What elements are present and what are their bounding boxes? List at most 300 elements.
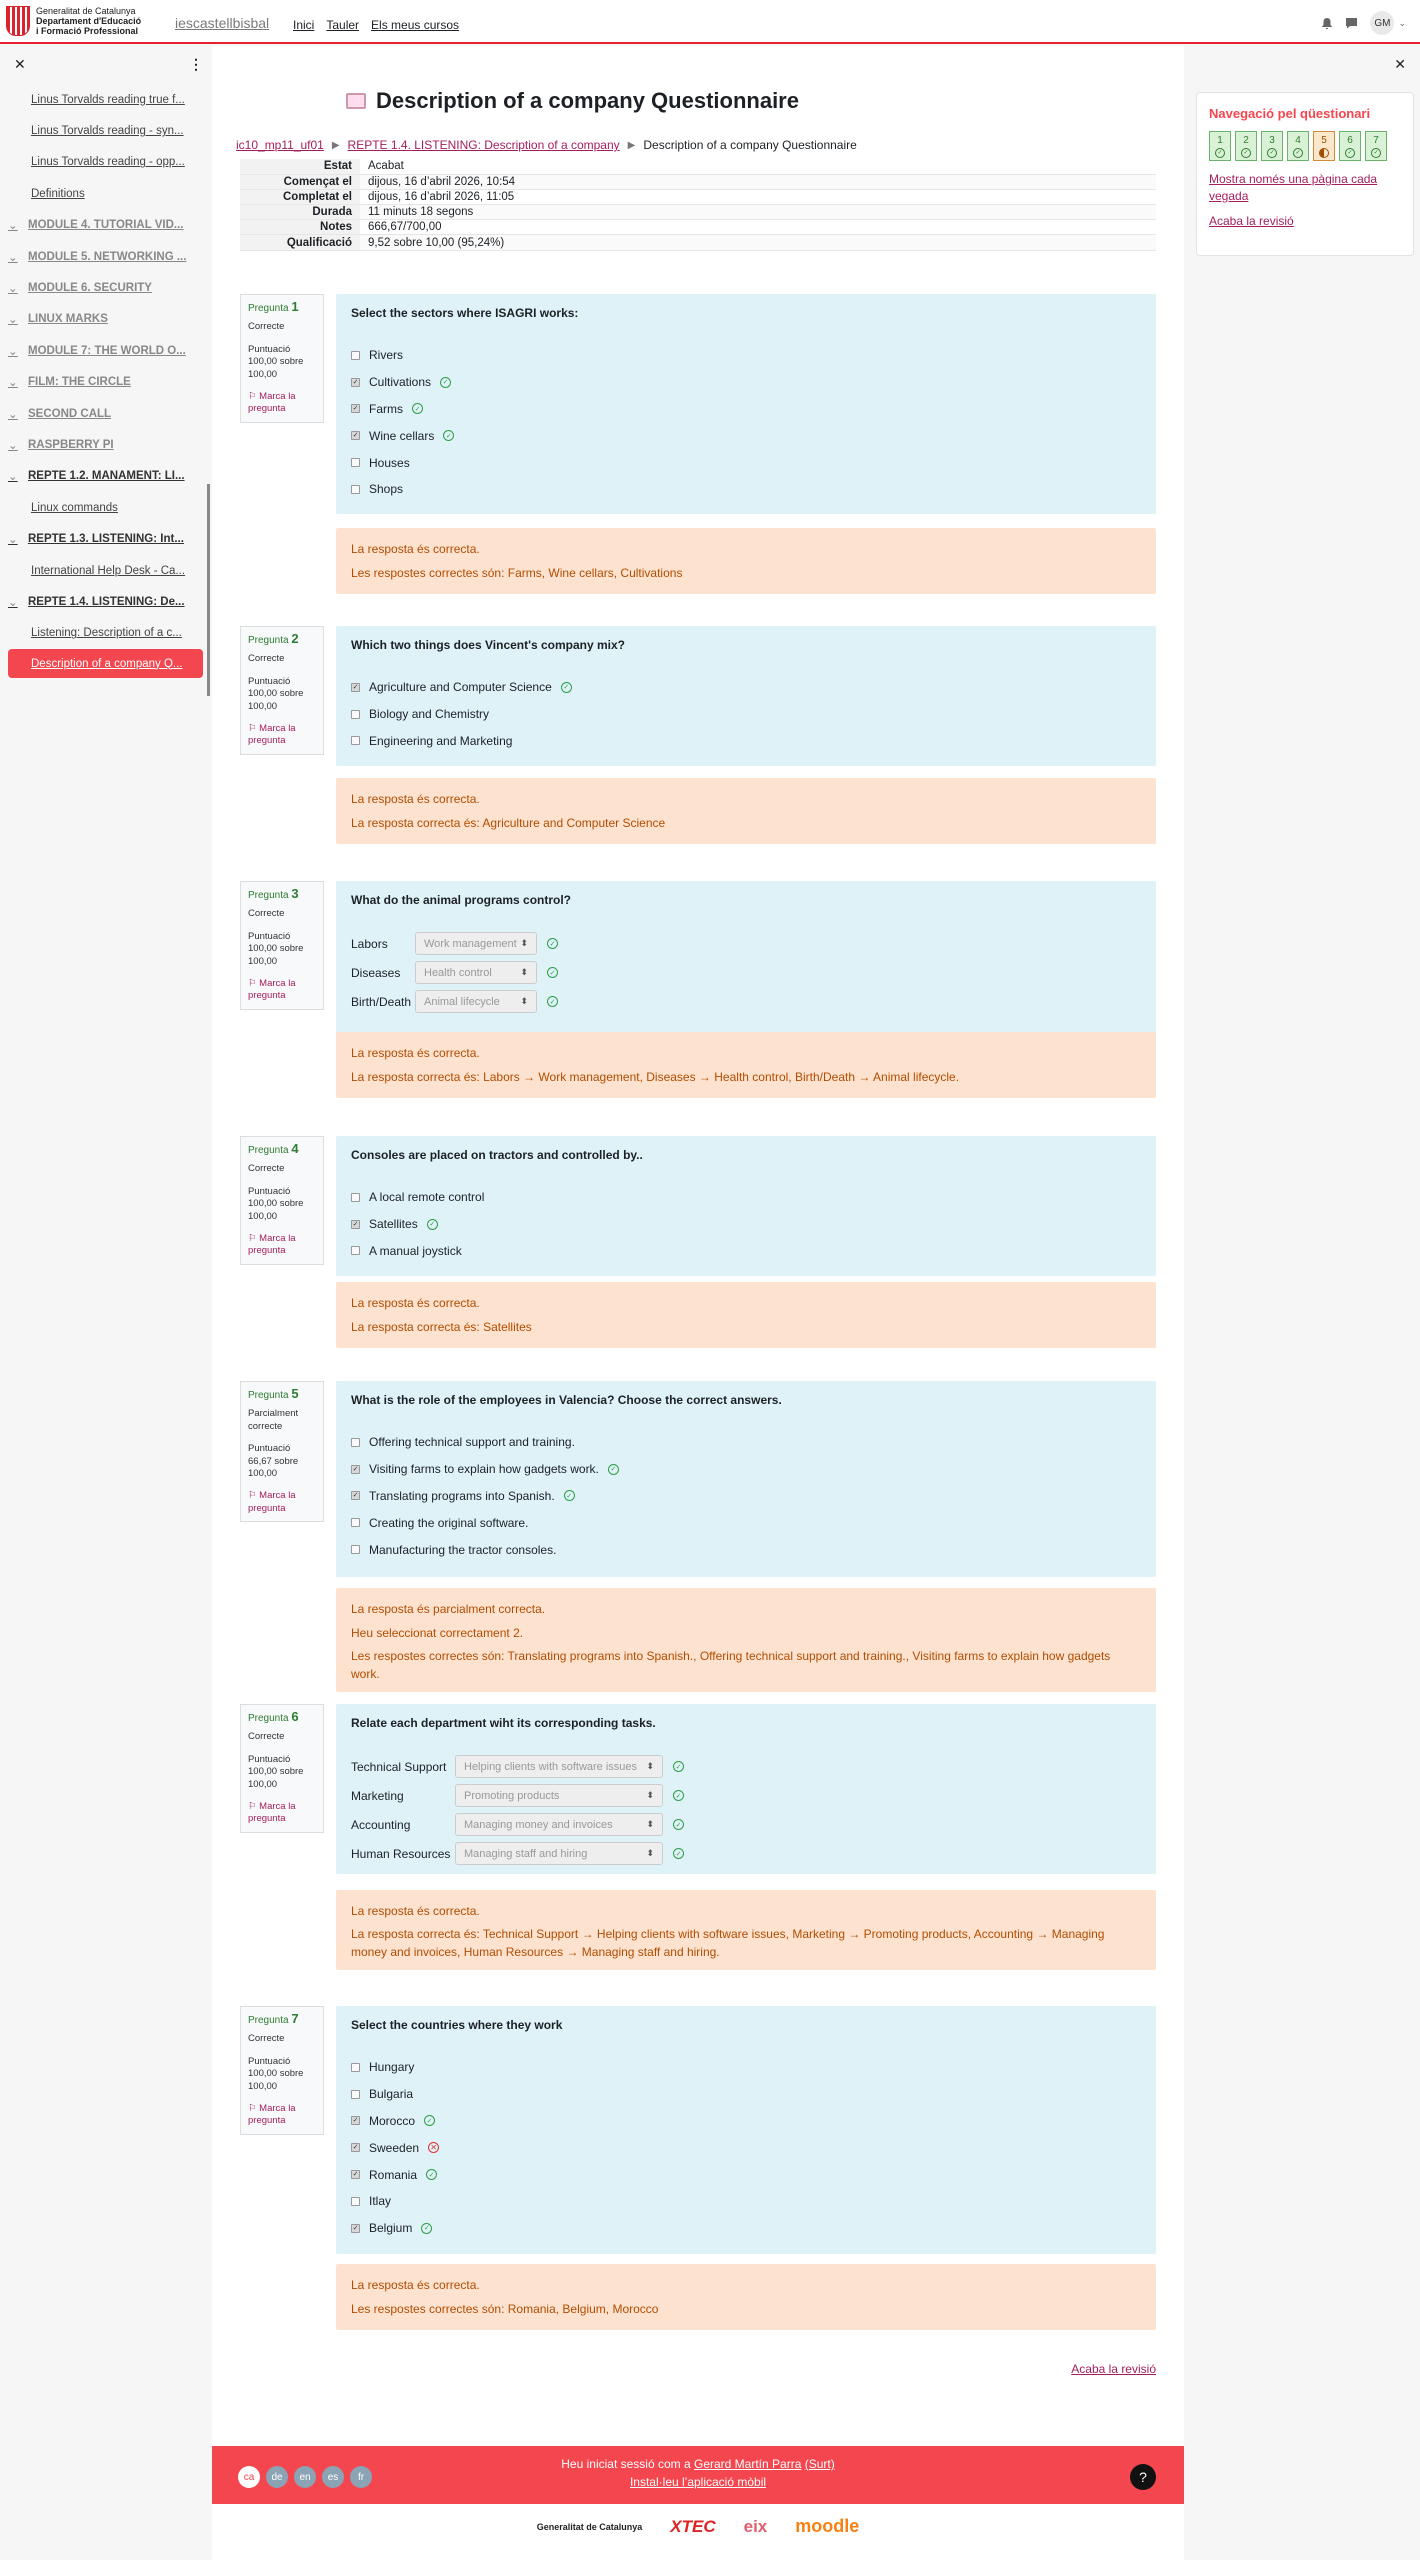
course-index-label: Linux commands xyxy=(31,501,118,514)
breadcrumb xyxy=(236,138,857,152)
answer-option xyxy=(351,2108,1141,2135)
answer-checkbox[interactable]: ✓ xyxy=(352,1220,359,1228)
course-index-item[interactable] xyxy=(0,618,211,649)
question-score: Puntuació 100,00 sobre 100,00 xyxy=(248,1753,304,1790)
site-name-link[interactable]: iescastellbisbal xyxy=(175,15,270,31)
bell-icon[interactable] xyxy=(1321,17,1333,30)
course-index-label: REPTE 1.3. LISTENING: Int... xyxy=(28,533,184,546)
summary-key: Completat el xyxy=(240,189,360,204)
course-index-item[interactable] xyxy=(0,84,211,115)
question-status: Correcte xyxy=(248,1163,285,1175)
language-fr-button[interactable]: fr xyxy=(350,2466,372,2488)
question-status: Correcte xyxy=(248,321,285,333)
question-score: Puntuació 100,00 sobre 100,00 xyxy=(248,1185,304,1222)
answer-checkbox[interactable] xyxy=(351,1246,360,1255)
flag-icon: ⚐ xyxy=(248,2103,260,2115)
feedback-line: La resposta és correcta. xyxy=(351,1046,480,1060)
course-index-label: FILM: THE CIRCLE xyxy=(28,376,131,389)
course-index-item[interactable] xyxy=(0,178,211,209)
question-content xyxy=(336,1381,1156,1577)
answer-label: Houses xyxy=(369,455,410,470)
language-ca-button[interactable]: ca xyxy=(238,2466,260,2488)
correct-check-icon: ✓ xyxy=(608,1464,619,1475)
match-select[interactable] xyxy=(455,1842,663,1865)
answer-option xyxy=(351,1238,1141,1265)
language-de-button[interactable]: de xyxy=(266,2466,288,2488)
answer-checkbox[interactable]: ✓ xyxy=(352,405,359,413)
partial-state-icon xyxy=(1319,148,1329,158)
correct-state-icon: ✓ xyxy=(1345,148,1355,158)
question-nav-number: 3 xyxy=(1269,135,1275,146)
course-index-item[interactable] xyxy=(0,398,211,429)
summary-row xyxy=(240,159,1156,174)
question-text: Select the countries where they work xyxy=(351,2018,563,2032)
summary-row xyxy=(240,189,1156,204)
answer-checkbox[interactable]: ✓ xyxy=(352,2117,359,2125)
answer-checkbox[interactable] xyxy=(351,351,360,360)
course-index-item[interactable] xyxy=(0,210,211,241)
user-profile-link[interactable]: Gerard Martín Parra xyxy=(694,2457,802,2471)
question-nav-number: 1 xyxy=(1217,135,1223,146)
course-index-label: MODULE 5. NETWORKING ... xyxy=(28,250,187,263)
course-index-item[interactable] xyxy=(0,304,211,335)
answer-checkbox[interactable] xyxy=(351,1438,360,1447)
answer-checkbox[interactable] xyxy=(351,458,360,467)
summary-row xyxy=(240,174,1156,189)
question-info xyxy=(240,881,324,1010)
question-nav-button[interactable] xyxy=(1365,131,1387,161)
match-row xyxy=(351,1752,1141,1781)
feedback-line: Les respostes correctes són: Romania, Belgium, Morocco xyxy=(351,2302,659,2316)
question-label: Pregunta xyxy=(248,890,289,901)
chevron-down-icon[interactable]: ⌄ xyxy=(8,439,18,452)
summary-key: Estat xyxy=(240,159,360,174)
question-text: What do the animal programs control? xyxy=(351,893,572,907)
question-score: Puntuació 100,00 sobre 100,00 xyxy=(248,930,304,967)
correct-check-icon: ✓ xyxy=(547,967,558,978)
answer-checkbox[interactable] xyxy=(351,1193,360,1202)
top-navbar xyxy=(0,0,1420,44)
chevron-down-icon[interactable]: ⌄ xyxy=(8,314,18,327)
correct-check-icon: ✓ xyxy=(673,1848,684,1859)
flag-label: Marca la pregunta xyxy=(248,723,296,747)
feedback-line: La resposta és correcta. xyxy=(351,792,480,806)
course-index-item[interactable] xyxy=(0,272,211,303)
chevron-down-icon[interactable]: ⌄ xyxy=(8,408,18,421)
match-row xyxy=(351,1839,1141,1868)
language-es-button[interactable]: es xyxy=(322,2466,344,2488)
select-arrows-icon: ⬍ xyxy=(520,938,528,948)
match-label: Marketing xyxy=(351,1788,404,1803)
question-number: 5 xyxy=(291,1386,299,1401)
question-label: Pregunta xyxy=(248,635,289,646)
logout-link[interactable]: (Surt) xyxy=(804,2457,835,2471)
chevron-down-icon[interactable]: ⌄ xyxy=(8,220,18,233)
answer-option xyxy=(351,396,1141,423)
course-index-item[interactable] xyxy=(0,586,211,617)
primary-nav xyxy=(293,18,459,32)
match-select-value: Managing money and invoices xyxy=(464,1818,613,1831)
answer-checkbox[interactable]: ✓ xyxy=(352,432,359,440)
question-score: Puntuació 100,00 sobre 100,00 xyxy=(248,2055,304,2092)
answer-option xyxy=(351,1509,1141,1536)
answer-label: Romania xyxy=(369,2167,418,2182)
course-index-item[interactable] xyxy=(0,523,211,554)
correct-check-icon: ✓ xyxy=(443,430,454,441)
question-label: Pregunta xyxy=(248,1145,289,1156)
flag-label: Marca la pregunta xyxy=(248,1233,296,1257)
correct-state-icon: ✓ xyxy=(1241,148,1251,158)
question-number: 7 xyxy=(291,2011,299,2026)
flag-question-link[interactable] xyxy=(248,1801,316,1826)
answer-label: Engineering and Marketing xyxy=(369,733,513,748)
flag-question-link[interactable] xyxy=(248,978,316,1003)
course-index-label: MODULE 4. TUTORIAL VID... xyxy=(28,219,184,232)
messages-icon[interactable] xyxy=(1345,17,1358,29)
course-index-label: Description of a company Q... xyxy=(31,657,183,670)
question-nav-buttons xyxy=(1209,131,1401,161)
question-content xyxy=(336,626,1156,766)
summary-key: Durada xyxy=(240,205,360,220)
logo-line-1: Generalitat de Catalunya xyxy=(36,6,136,16)
answer-option xyxy=(351,2134,1141,2161)
nav-my-courses[interactable]: Els meus cursos xyxy=(371,18,460,32)
summary-value: 11 minuts 18 segons xyxy=(360,205,1156,220)
select-arrows-icon: ⬍ xyxy=(646,1761,654,1771)
course-index-item[interactable] xyxy=(0,461,211,492)
generalitat-footer-logo[interactable]: Generalitat de Catalunya xyxy=(536,2521,643,2532)
match-row xyxy=(351,958,1141,987)
summary-row xyxy=(240,235,1156,250)
course-index-label: Linus Torvalds reading - syn... xyxy=(31,125,184,138)
question-number: 3 xyxy=(291,886,299,901)
answer-option xyxy=(351,2161,1141,2188)
question-content xyxy=(336,1704,1156,1874)
question-nav-number: 7 xyxy=(1373,135,1379,146)
question-nav-button[interactable] xyxy=(1313,131,1335,161)
question-content xyxy=(336,1136,1156,1276)
answer-checkbox[interactable] xyxy=(351,1518,360,1527)
answer-checkbox[interactable] xyxy=(351,736,360,745)
match-row xyxy=(351,929,1141,958)
question-status: Parcialment correcte xyxy=(248,1408,299,1432)
generalitat-logo[interactable] xyxy=(6,6,141,36)
question-number: 4 xyxy=(291,1141,299,1156)
close-drawer-icon[interactable]: ✕ xyxy=(1394,56,1406,72)
course-index-label: International Help Desk - Ca... xyxy=(31,564,186,577)
breadcrumb-section[interactable]: REPTE 1.4. LISTENING: Description of a company xyxy=(347,138,620,152)
page-footer xyxy=(212,2446,1184,2504)
answer-checkbox[interactable]: ✓ xyxy=(352,1492,359,1500)
flag-label: Marca la pregunta xyxy=(248,1801,296,1825)
answer-checkbox[interactable]: ✓ xyxy=(352,2171,359,2179)
answer-option xyxy=(351,449,1141,476)
question-nav-button[interactable] xyxy=(1287,131,1309,161)
question-nav-button[interactable] xyxy=(1235,131,1257,161)
summary-row xyxy=(240,220,1156,235)
answer-label: Wine cellars xyxy=(369,428,435,443)
select-arrows-icon: ⬍ xyxy=(520,967,528,977)
answer-label: Biology and Chemistry xyxy=(369,707,490,722)
question-status: Correcte xyxy=(248,653,285,665)
drawer-scrollbar[interactable] xyxy=(207,484,210,696)
summary-value: Acabat xyxy=(360,159,1156,174)
flag-question-link[interactable] xyxy=(248,391,316,416)
quiz-navigation-block xyxy=(1196,92,1414,256)
answer-checkbox[interactable]: ✓ xyxy=(352,378,359,386)
question-info xyxy=(240,2006,324,2135)
show-one-page-link[interactable]: Mostra només una pàgina cada vegada xyxy=(1209,172,1378,203)
flag-label: Marca la pregunta xyxy=(248,391,296,415)
finish-review-link[interactable]: Acaba la revisió xyxy=(1071,2362,1156,2376)
chevron-down-icon[interactable]: ⌄ xyxy=(8,471,18,484)
page-title-text: Description of a company Questionnaire xyxy=(376,88,799,113)
feedback-line: La resposta és correcta. xyxy=(351,542,480,556)
question-info xyxy=(240,1704,324,1833)
match-select-value: Animal lifecycle xyxy=(424,995,500,1008)
logo-line-2: Departament d'Educació xyxy=(36,16,142,26)
senyera-icon xyxy=(6,6,30,36)
logged-in-text: Heu iniciat sessió com a xyxy=(561,2457,691,2471)
flag-question-link[interactable] xyxy=(248,1490,316,1515)
correct-check-icon: ✓ xyxy=(440,377,451,388)
answer-label: Offering technical support and training. xyxy=(369,1435,575,1450)
user-avatar[interactable]: GM xyxy=(1370,11,1394,35)
answer-label: Belgium xyxy=(369,2221,413,2236)
breadcrumb-course[interactable]: ic10_mp11_uf01 xyxy=(236,138,324,152)
answer-checkbox[interactable] xyxy=(351,2090,360,2099)
question-feedback xyxy=(336,2264,1156,2330)
chevron-down-icon[interactable]: ⌄ xyxy=(8,345,18,358)
answer-option xyxy=(351,1483,1141,1510)
answer-checkbox[interactable]: ✓ xyxy=(352,1465,359,1473)
correct-state-icon: ✓ xyxy=(1293,148,1303,158)
answer-label: Bulgaria xyxy=(369,2087,414,2102)
question-text: Consoles are placed on tractors and controlled by.. xyxy=(351,1148,643,1162)
flag-icon: ⚐ xyxy=(248,1233,260,1245)
match-select[interactable] xyxy=(415,961,537,984)
partner-logos xyxy=(212,2516,1184,2537)
course-index-label: RASPBERRY PI xyxy=(28,438,114,451)
answer-label: Hungary xyxy=(369,2060,415,2075)
question-number: 1 xyxy=(291,299,299,314)
eix-logo[interactable]: eix xyxy=(743,2516,768,2536)
course-index-label: Listening: Description of a c... xyxy=(31,627,182,640)
flag-icon: ⚐ xyxy=(248,1801,260,1813)
question-label: Pregunta xyxy=(248,2015,289,2026)
question-feedback xyxy=(336,528,1156,594)
match-select[interactable] xyxy=(415,932,537,955)
course-index-label: Linus Torvalds reading true f... xyxy=(31,93,185,106)
answer-label: Cultivations xyxy=(369,375,432,390)
flag-icon: ⚐ xyxy=(248,1490,260,1502)
answer-option xyxy=(351,369,1141,396)
question-feedback xyxy=(336,1032,1156,1098)
flag-icon: ⚐ xyxy=(248,978,260,990)
answer-option xyxy=(351,2188,1141,2215)
chevron-down-icon[interactable]: ⌄ xyxy=(8,534,18,547)
page-title xyxy=(346,88,799,114)
breadcrumb-separator-icon: ▶ xyxy=(331,139,340,151)
chevron-down-icon[interactable]: ⌄ xyxy=(8,377,18,390)
question-nav-button[interactable] xyxy=(1209,131,1231,161)
finish-review-nav-link[interactable]: Acaba la revisió xyxy=(1209,214,1294,228)
answer-checkbox[interactable] xyxy=(351,2063,360,2072)
answer-checkbox[interactable] xyxy=(351,1545,360,1554)
match-select[interactable] xyxy=(415,990,537,1013)
chevron-down-icon[interactable]: ⌄ xyxy=(8,283,18,296)
summary-key: Notes xyxy=(240,220,360,235)
match-label: Accounting xyxy=(351,1817,411,1832)
correct-check-icon: ✓ xyxy=(427,1219,438,1230)
flag-question-link[interactable] xyxy=(248,1233,316,1258)
match-select[interactable] xyxy=(455,1813,663,1836)
feedback-line: La resposta és correcta. xyxy=(351,2278,480,2292)
question-info xyxy=(240,1381,324,1522)
breadcrumb-separator-icon: ▶ xyxy=(627,139,636,151)
feedback-line: Les respostes correctes són: Translating programs into Spanish., Offering technical support and training., Visiting farms to explain how gadgets work. xyxy=(351,1649,1111,1681)
flag-question-link[interactable] xyxy=(248,2103,316,2128)
chevron-down-icon[interactable]: ⌄ xyxy=(8,596,18,609)
moodle-logo[interactable]: moodle xyxy=(795,2516,860,2536)
course-index-item[interactable] xyxy=(0,367,211,398)
question-score: Puntuació 100,00 sobre 100,00 xyxy=(248,343,304,380)
answer-option xyxy=(351,476,1141,503)
incorrect-cross-icon: ✕ xyxy=(428,2142,439,2153)
match-select-value: Work management xyxy=(424,937,517,950)
language-en-button[interactable]: en xyxy=(294,2466,316,2488)
feedback-line: La resposta correcta és: Satellites xyxy=(351,1320,532,1334)
correct-check-icon: ✓ xyxy=(564,1490,575,1501)
match-select-value: Promoting products xyxy=(464,1789,560,1802)
question-text: What is the role of the employees in Valencia? Choose the correct answers. xyxy=(351,1393,782,1407)
correct-check-icon: ✓ xyxy=(547,996,558,1007)
match-select-value: Helping clients with software issues xyxy=(464,1760,638,1773)
match-select[interactable] xyxy=(455,1755,663,1778)
answer-option xyxy=(351,1211,1141,1238)
main-content xyxy=(212,46,1184,2560)
flag-icon: ⚐ xyxy=(248,723,260,735)
question-content xyxy=(336,881,1156,1041)
question-feedback xyxy=(336,1890,1156,1970)
question-number: 6 xyxy=(291,1709,299,1724)
question-nav-button[interactable] xyxy=(1339,131,1361,161)
mobile-app-link[interactable]: Instal·leu l’aplicació mòbil xyxy=(629,2475,767,2489)
answer-checkbox[interactable]: ✓ xyxy=(352,2144,359,2152)
course-index-item[interactable] xyxy=(0,241,211,272)
question-status: Correcte xyxy=(248,1731,285,1743)
match-row xyxy=(351,987,1141,1016)
summary-value: 9,52 sobre 10,00 (95,24%) xyxy=(360,235,1156,250)
question-text: Which two things does Vincent's company mix? xyxy=(351,638,626,652)
nav-home[interactable]: Inici xyxy=(293,18,315,32)
course-index-item[interactable] xyxy=(0,335,211,366)
quiz-navigation-drawer xyxy=(1186,46,1420,2560)
answer-checkbox[interactable] xyxy=(351,710,360,719)
answer-label: Sweeden xyxy=(369,2140,420,2155)
correct-check-icon: ✓ xyxy=(424,2115,435,2126)
course-index-item[interactable] xyxy=(0,429,211,460)
chevron-down-icon[interactable]: ⌄ xyxy=(8,251,18,264)
answer-label: Itlay xyxy=(369,2194,392,2209)
question-number: 2 xyxy=(291,631,299,646)
feedback-line: La resposta és parcialment correcta. xyxy=(351,1602,546,1616)
more-options-icon[interactable]: ⋮ xyxy=(189,56,203,72)
answer-label: Visiting farms to explain how gadgets work. xyxy=(369,1462,599,1477)
course-index-item[interactable] xyxy=(0,147,211,178)
flag-icon: ⚐ xyxy=(248,391,260,403)
question-status: Correcte xyxy=(248,908,285,920)
flag-question-link[interactable] xyxy=(248,723,316,748)
summary-key: Qualificació xyxy=(240,235,360,250)
flag-label: Marca la pregunta xyxy=(248,978,296,1002)
question-nav-button[interactable] xyxy=(1261,131,1283,161)
course-index-item[interactable] xyxy=(0,492,211,523)
feedback-line: La resposta és correcta. xyxy=(351,1296,480,1310)
summary-key: Començat el xyxy=(240,174,360,189)
match-label: Labors xyxy=(351,936,388,951)
match-label: Technical Support xyxy=(351,1759,447,1774)
answer-label: Agriculture and Computer Science xyxy=(369,680,552,695)
attempt-summary-table xyxy=(240,159,1156,251)
chevron-down-icon[interactable]: ⌄ xyxy=(1398,17,1406,28)
select-arrows-icon: ⬍ xyxy=(646,1848,654,1858)
course-index-item[interactable] xyxy=(8,649,203,678)
question-feedback xyxy=(336,1588,1156,1692)
question-info xyxy=(240,294,324,423)
feedback-line: La resposta correcta és: Technical Support → Helping clients with software issues, Marketing → Promoting products, Accounting → Managing money and invoices, Human Resources → Managing staff and hiring. xyxy=(351,1927,1105,1959)
course-index-item[interactable] xyxy=(0,115,211,146)
question-nav-number: 5 xyxy=(1321,135,1327,146)
question-content xyxy=(336,2006,1156,2254)
summary-row xyxy=(240,205,1156,220)
course-index-label: MODULE 6. SECURITY xyxy=(28,282,152,295)
course-index-item[interactable] xyxy=(0,555,211,586)
match-label: Diseases xyxy=(351,965,401,980)
answer-option xyxy=(351,1536,1141,1563)
answer-checkbox[interactable]: ✓ xyxy=(352,2224,359,2232)
nav-dashboard[interactable]: Tauler xyxy=(326,18,360,32)
correct-check-icon: ✓ xyxy=(426,2169,437,2180)
select-arrows-icon: ⬍ xyxy=(646,1819,654,1829)
answer-option xyxy=(351,1429,1141,1456)
answer-option xyxy=(351,342,1141,369)
close-drawer-icon[interactable]: ✕ xyxy=(14,56,26,72)
xtec-logo[interactable]: XTEC xyxy=(670,2516,716,2536)
question-score: Puntuació 66,67 sobre 100,00 xyxy=(248,1443,299,1480)
correct-check-icon: ✓ xyxy=(673,1790,684,1801)
answer-checkbox[interactable]: ✓ xyxy=(352,683,359,691)
question-text: Select the sectors where ISAGRI works: xyxy=(351,306,579,320)
correct-state-icon: ✓ xyxy=(1267,148,1277,158)
answer-label: A manual joystick xyxy=(369,1243,462,1258)
course-index-drawer xyxy=(0,46,211,2560)
select-arrows-icon: ⬍ xyxy=(646,1790,654,1800)
question-label: Pregunta xyxy=(248,303,289,314)
correct-state-icon: ✓ xyxy=(1371,148,1381,158)
answer-checkbox[interactable] xyxy=(351,2197,360,2206)
correct-check-icon: ✓ xyxy=(561,682,572,693)
question-text: Relate each department wiht its corresponding tasks. xyxy=(351,1716,656,1730)
help-icon[interactable]: ? xyxy=(1130,2464,1156,2490)
summary-value: dijous, 16 d’abril 2026, 10:54 xyxy=(360,174,1156,189)
feedback-line: Les respostes correctes són: Farms, Wine cellars, Cultivations xyxy=(351,566,683,580)
answer-checkbox[interactable] xyxy=(351,485,360,494)
feedback-line: La resposta correcta és: Agriculture and Computer Science xyxy=(351,816,666,830)
course-index-label: REPTE 1.4. LISTENING: De... xyxy=(28,595,185,608)
answer-label: Translating programs into Spanish. xyxy=(369,1488,555,1503)
match-select[interactable] xyxy=(455,1784,663,1807)
